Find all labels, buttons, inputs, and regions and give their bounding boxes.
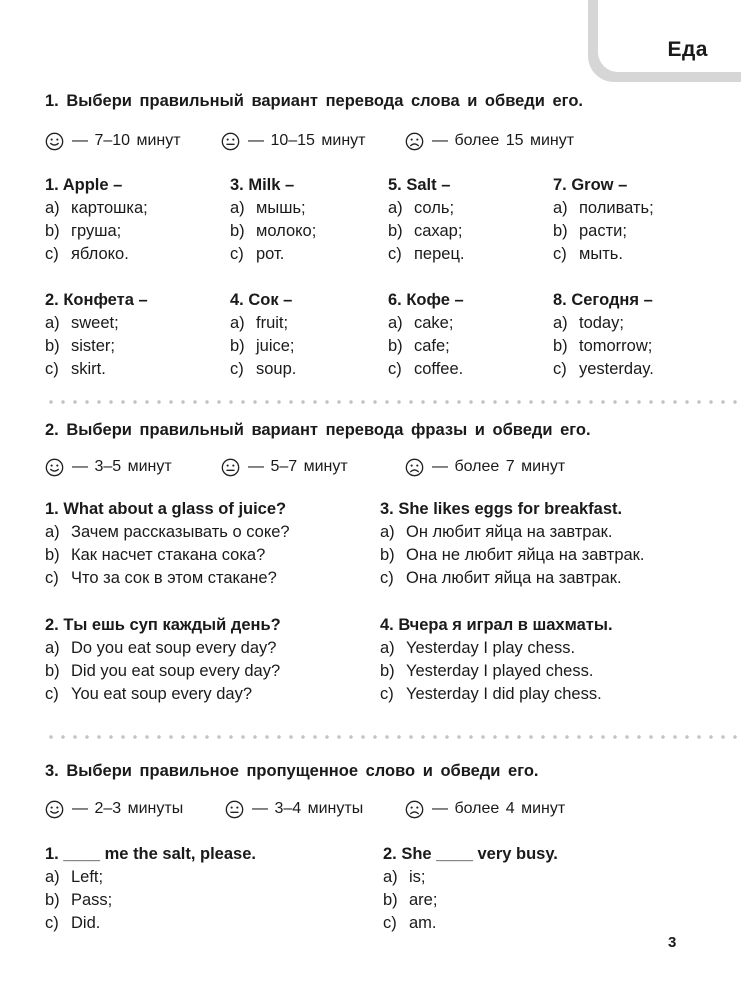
option-c[interactable]: c) You eat soup every day? <box>45 685 253 703</box>
sad-face-icon <box>405 800 424 819</box>
timing-text-fast: — 7–10 минут <box>72 132 181 149</box>
timing-text-medium: — 5–7 минут <box>248 458 348 475</box>
sad-face-icon <box>405 458 424 477</box>
question-block <box>388 289 464 381</box>
option-c[interactable]: c) yesterday. <box>553 360 654 378</box>
question-title: 7. Grow – <box>553 176 628 194</box>
timing-text-slow: — более 15 минут <box>432 132 575 149</box>
question-block <box>380 498 645 590</box>
option-a[interactable]: a) is; <box>383 868 426 886</box>
option-c[interactable]: c) coffee. <box>388 360 464 378</box>
question-block <box>380 614 613 706</box>
question-block <box>553 289 654 381</box>
option-c[interactable]: c) перец. <box>388 245 465 263</box>
option-a[interactable]: a) мышь; <box>230 199 306 217</box>
option-a[interactable]: a) sweet; <box>45 314 119 332</box>
section-1-title: 1. Выбери правильный вариант перевода слова и обведи его. <box>45 92 583 110</box>
option-c[interactable]: c) Did. <box>45 914 101 932</box>
question-title: 6. Кофе – <box>388 291 464 309</box>
question-title: 3. She likes eggs for breakfast. <box>380 500 623 518</box>
question-title: 3. Milk – <box>230 176 295 194</box>
neutral-face-icon <box>221 132 240 151</box>
option-b[interactable]: b) груша; <box>45 222 122 240</box>
sad-face-icon <box>405 132 424 151</box>
option-b[interactable]: b) sister; <box>45 337 116 355</box>
timing-text-fast: — 3–5 минут <box>72 458 172 475</box>
question-block <box>45 614 281 706</box>
question-title: 1. Apple – <box>45 176 123 194</box>
question-block <box>388 174 465 266</box>
dotted-divider <box>45 735 741 739</box>
option-c[interactable]: c) skirt. <box>45 360 106 378</box>
smile-icon <box>45 800 64 819</box>
neutral-face-icon <box>225 800 244 819</box>
section-3-timing <box>45 797 565 821</box>
option-b[interactable]: b) Как насчет стакана сока? <box>45 546 266 564</box>
section-2-title: 2. Выбери правильный вариант перевода фразы и обведи его. <box>45 421 591 439</box>
question-block <box>45 498 290 590</box>
option-b[interactable]: b) расти; <box>553 222 627 240</box>
question-title: 1. What about a glass of juice? <box>45 500 287 518</box>
question-block <box>383 843 558 935</box>
neutral-face-icon <box>221 458 240 477</box>
question-block <box>553 174 654 266</box>
option-a[interactable]: a) fruit; <box>230 314 289 332</box>
smile-icon <box>45 132 64 151</box>
timing-text-slow: — более 4 минут <box>432 800 566 817</box>
option-c[interactable]: c) Она любит яйца на завтрак. <box>380 569 622 587</box>
question-title: 5. Salt – <box>388 176 451 194</box>
timing-text-slow: — более 7 минут <box>432 458 566 475</box>
option-c[interactable]: c) мыть. <box>553 245 623 263</box>
option-a[interactable]: a) Yesterday I play chess. <box>380 639 576 657</box>
section-1-timing <box>45 129 574 153</box>
option-b[interactable]: b) Pass; <box>45 891 113 909</box>
option-a[interactable]: a) Left; <box>45 868 104 886</box>
timing-text-medium: — 10–15 минут <box>248 132 366 149</box>
question-title: 4. Вчера я играл в шахматы. <box>380 616 613 634</box>
option-b[interactable]: b) сахар; <box>388 222 463 240</box>
question-block <box>230 289 296 381</box>
option-a[interactable]: a) Зачем рассказывать о соке? <box>45 523 290 541</box>
option-b[interactable]: b) cafe; <box>388 337 450 355</box>
option-a[interactable]: a) соль; <box>388 199 455 217</box>
option-c[interactable]: c) Что за сок в этом стакане? <box>45 569 277 587</box>
timing-text-fast: — 2–3 минуты <box>72 800 184 817</box>
option-a[interactable]: a) поливать; <box>553 199 654 217</box>
question-title: 2. Ты ешь суп каждый день? <box>45 616 281 634</box>
question-block <box>45 174 148 266</box>
question-block <box>45 843 256 935</box>
smile-icon <box>45 458 64 477</box>
section-3-title: 3. Выбери правильное пропущенное слово и обведи его. <box>45 762 539 780</box>
option-a[interactable]: a) Do you eat soup every day? <box>45 639 277 657</box>
question-block <box>230 174 316 266</box>
question-title: 8. Сегодня – <box>553 291 653 309</box>
option-b[interactable]: b) Did you eat soup every day? <box>45 662 281 680</box>
option-a[interactable]: a) Он любит яйца на завтрак. <box>380 523 613 541</box>
option-b[interactable]: b) juice; <box>230 337 295 355</box>
option-b[interactable]: b) are; <box>383 891 438 909</box>
option-b[interactable]: b) Она не любит яйца на завтрак. <box>380 546 645 564</box>
option-b[interactable]: b) tomorrow; <box>553 337 653 355</box>
option-c[interactable]: c) рот. <box>230 245 285 263</box>
page-number: 3 <box>668 934 677 951</box>
page-title: Еда <box>667 38 708 61</box>
question-title: 2. She ____ very busy. <box>383 845 558 863</box>
option-c[interactable]: c) Yesterday I did play chess. <box>380 685 602 703</box>
option-a[interactable]: a) cake; <box>388 314 454 332</box>
option-a[interactable]: a) today; <box>553 314 624 332</box>
question-title: 2. Конфета – <box>45 291 148 309</box>
question-title: 1. ____ me the salt, please. <box>45 845 256 863</box>
option-c[interactable]: c) am. <box>383 914 437 932</box>
section-2-timing <box>45 455 565 479</box>
question-block <box>45 289 148 381</box>
question-title: 4. Сок – <box>230 291 293 309</box>
option-b[interactable]: b) молоко; <box>230 222 317 240</box>
timing-text-medium: — 3–4 минуты <box>252 800 364 817</box>
option-a[interactable]: a) картошка; <box>45 199 148 217</box>
dotted-divider <box>45 400 741 404</box>
option-c[interactable]: c) яблоко. <box>45 245 129 263</box>
option-b[interactable]: b) Yesterday I played chess. <box>380 662 594 680</box>
option-c[interactable]: c) soup. <box>230 360 297 378</box>
